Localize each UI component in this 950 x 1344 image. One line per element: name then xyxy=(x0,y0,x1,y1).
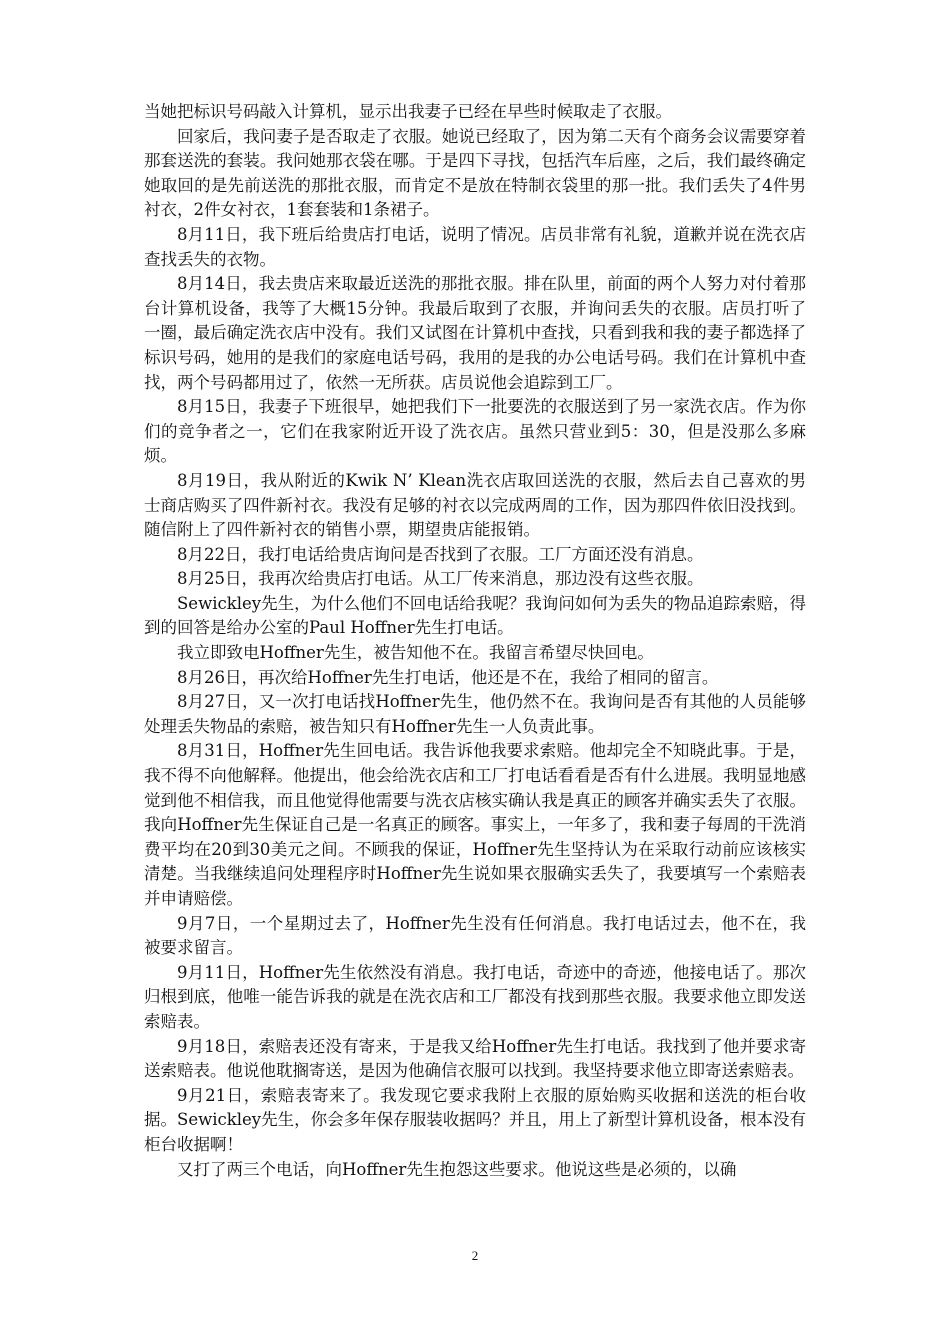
paragraph-12: 8月27日，又一次打电话找Hoffner先生，他仍然不在。我询问是否有其他的人员能够处理丢失物品的索赔，被告知只有Hoffner先生一人负责此事。 xyxy=(144,692,806,736)
paragraph-17: 9月21日，索赔表寄来了。我发现它要求我附上衣服的原始购买收据和送洗的柜台收据。Sewickley先生，你会多年保存服装收据吗？并且，用上了新型计算机设备，根本没有柜台收据啊！ xyxy=(144,1085,806,1154)
paragraph-3: 8月11日，我下班后给贵店打电话，说明了情况。店员非常有礼貌，道歉并说在洗衣店查找丢失的衣物。 xyxy=(144,224,806,269)
paragraph-8: 8月25日，我再次给贵店打电话。从工厂传来消息，那边没有这些衣服。 xyxy=(177,569,704,589)
paragraph-9: Sewickley先生，为什么他们不回电话给我呢？我询问如何为丢失的物品追踪索赔，得到的回答是给办公室的Paul Hoffner先生打电话。 xyxy=(144,593,806,638)
paragraph-6: 8月19日，我从附近的Kwik N’ Klean洗衣店取回送洗的衣服，然后去自己喜欢的男士商店购买了四件新衬衣。我没有足够的衬衣以完成两周的工作，因为那四件依旧没找到。随信附上了四件新衬衣的销售小票，期望贵店能报销。 xyxy=(144,470,806,540)
paragraph-7: 8月22日，我打电话给贵店询问是否找到了衣服。工厂方面还没有消息。 xyxy=(177,544,704,564)
paragraph-14: 9月7日，一个星期过去了，Hoffner先生没有任何消息。我打电话过去，他不在，我被要求留言。 xyxy=(144,913,806,958)
paragraph-5: 8月15日，我妻子下班很早，她把我们下一批要洗的衣服送到了另一家洗衣店。作为你们的竞争者之一，它们在我家附近开设了洗衣店。虽然只营业到5：30，但是没那么多麻烦。 xyxy=(144,397,806,466)
paragraph-13: 8月31日，Hoffner先生回电话。我告诉他我要求索赔。他却完全不知晓此事。于是，我不得不向他解释。他提出，他会给洗衣店和工厂打电话看看是否有什么进展。我明显地感觉到他不相信我，而且他觉得他需要与洗衣店核实确认我是真正的顾客并确实丢失了衣服。我向Hoffner先生保证自己是一名真正的顾客。事实上，一年多了，我和妻子每周的干洗消费平均在20到30美元之间。不顾我的保证，Hoffner先生坚持认为在采取行动前应该核实清楚。当我继续追问处理程序时Hoffner先生说如果衣服确实丢失了，我要填写一个索赔表并申请赔偿。 xyxy=(144,741,806,908)
paragraph-1: 当她把标识号码敲入计算机，显示出我妻子已经在早些时候取走了衣服。 xyxy=(144,102,672,121)
paragraph-18: 又打了两三个电话，向Hoffner先生抱怨这些要求。他说这些是必须的，以确 xyxy=(177,1159,737,1179)
paragraph-16: 9月18日，索赔表还没有寄来，于是我又给Hoffner先生打电话。我找到了他并要求寄送索赔表。他说他耽搁寄送，是因为他确信衣服可以找到。我坚持要求他立即寄送索赔表。 xyxy=(144,1036,806,1081)
paragraph-2: 回家后，我问妻子是否取走了衣服。她说已经取了，因为第二天有个商务会议需要穿着那套送洗的套装。我问她那衣袋在哪。于是四下寻找，包括汽车后座，之后，我们最终确定她取回的是先前送洗的那批衣服，而肯定不是放在特制衣袋里的那一批。我们丢失了4件男衬衣，2件女衬衣，1套套装和1条裙子。 xyxy=(144,126,806,220)
paragraph-15: 9月11日，Hoffner先生依然没有消息。我打电话，奇迹中的奇迹，他接电话了。那次归根到底，他唯一能告诉我的就是在洗衣店和工厂都没有找到那些衣服。我要求他立即发送索赔表。 xyxy=(144,962,806,1031)
paragraph-4: 8月14日，我去贵店来取最近送洗的那批衣服。排在队里，前面的两个人努力对付着那台计算机设备，我等了大概15分钟。我最后取到了衣服，并询问丢失的衣服。店员打听了一圈，最后确定洗衣店中没有。我们又试图在计算机中查找，只看到我和我的妻子都选择了标识号码，她用的是我们的家庭电话号码，我用的是我的办公电话号码。我们在计算机中查找，两个号码都用过了，依然一无所获。店员说他会追踪到工厂。 xyxy=(144,274,806,392)
paragraph-10: 我立即致电Hoffner先生，被告知他不在。我留言希望尽快回电。 xyxy=(177,643,654,663)
document-body xyxy=(144,100,806,1182)
page-number: 2 xyxy=(471,1248,479,1263)
paragraph-11: 8月26日，再次给Hoffner先生打电话，他还是不在，我给了相同的留言。 xyxy=(177,667,719,687)
